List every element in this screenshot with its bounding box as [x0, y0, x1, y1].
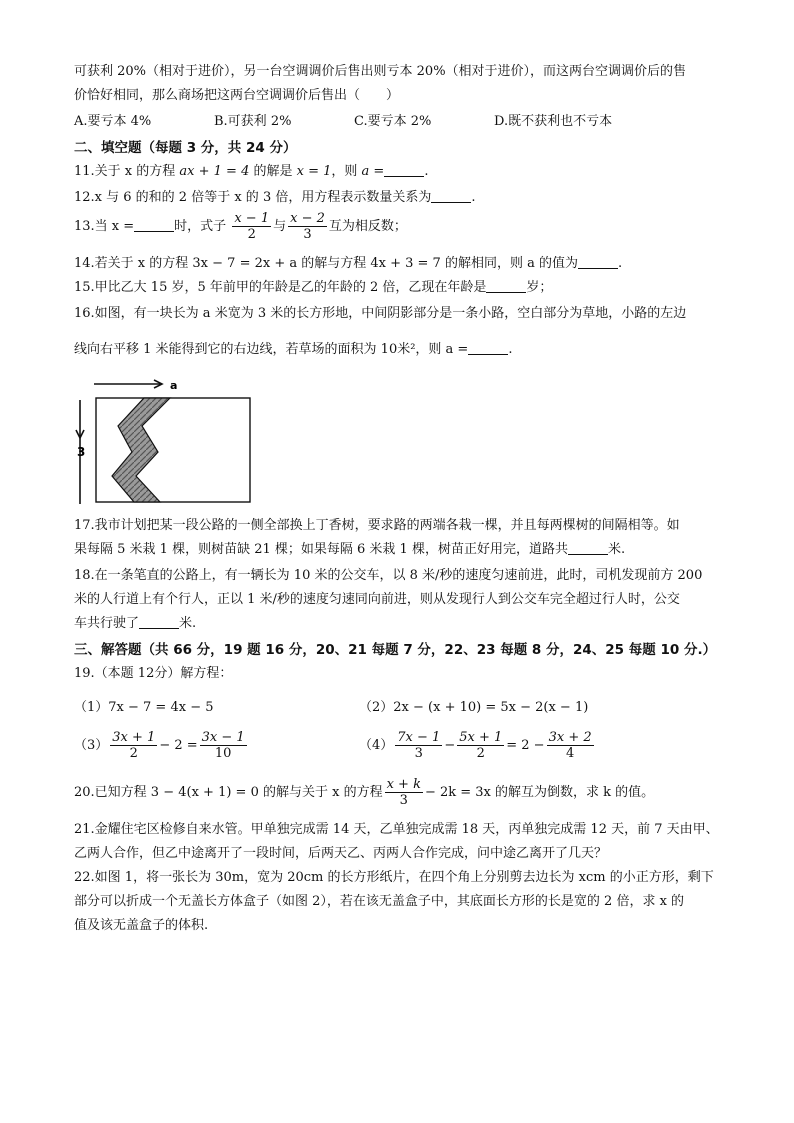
- q19-part4: （4） $\frac{7x - 1}{3}$ − $\frac{5x + 1}{2}$ = 2 − $\frac{3x + 2}{4}$: [359, 730, 592, 761]
- q18-line2: 米的人行道上有个行人，正以 1 米/秒的速度匀速同向前进，则从发现行人到公交车完全超过行人时，公交: [74, 592, 680, 607]
- q18-line1: 18.在一条笔直的公路上，有一辆长为 10 米的公交车，以 8 米/秒的速度匀速前进，此时，司机发现前方 200: [74, 568, 703, 583]
- q16-figure: [74, 378, 254, 508]
- q22-line1: 22.如图 1，将一张长为 30m，宽为 20cm 的长方形纸片，在四个角上分别剪去边长为 xcm 的小正方形，剩下: [74, 870, 714, 885]
- q21-line1: 21.金耀住宅区检修自来水管。甲单独完成需 14 天，乙单独完成需 18 天，丙单独完成需 12 天，前 7 天由甲、: [74, 822, 719, 837]
- q22-line3: 值及该无盖盒子的体积.: [74, 918, 209, 933]
- q10-line2: 价恰好相同，那么商场把这两台空调调价后售出（ ）: [74, 88, 400, 103]
- field-rectangle: [96, 398, 250, 502]
- section2-title: 二、填空题（每题 3 分，共 24 分）: [74, 140, 297, 156]
- q14: 14.若关于 x 的方程 3x − 7 = 2x + a 的解与方程 4x + 3 = 7 的解相同，则 a 的值为 .: [74, 256, 623, 271]
- q19-title: 19.（本题 12分）解方程：: [74, 666, 233, 681]
- q10-line1: 可获利 20%（相对于进价），另一台空调调价后售出则亏本 20%（相对于进价），而这两台空调调价后的售: [74, 64, 687, 79]
- q11-answer-blank[interactable]: [384, 162, 424, 177]
- q19-row1: [74, 698, 734, 720]
- q18-line3: 车共行驶了 米.: [74, 616, 197, 631]
- q14-answer-blank[interactable]: [578, 254, 618, 269]
- q10-option-c: C.要亏本 2%: [354, 114, 432, 129]
- road-shaded-path: [112, 398, 170, 502]
- q15: 15.甲比乙大 15 岁，5 年前甲的年龄是乙的年龄的 2 倍，乙现在年龄是 岁；: [74, 280, 553, 295]
- q10-option-d: D.既不获利也不亏本: [494, 114, 613, 129]
- q19-part3: （3） $\frac{3x + 1}{2}$ − 2 = $\frac{3x - 1}{10}$: [74, 730, 245, 761]
- q19-part2: （2）2x − (x + 10) = 5x − 2(x − 1): [359, 700, 589, 715]
- q20: 20.已知方程 3 − 4(x + 1) = 0 的解与关于 x 的方程 $\frac{x + k}{3}$ − 2k = 3x 的解互为倒数，求 k 的值。: [74, 777, 655, 808]
- q13-fraction-1: $\frac{x - 1}{2}$: [234, 211, 270, 242]
- q12: 12.x 与 6 的和的 2 倍等于 x 的 3 倍，用方程表示数量关系为 .: [74, 190, 476, 205]
- q12-answer-blank[interactable]: [431, 188, 471, 203]
- q21-line2: 乙两人合作，但乙中途离开了一段时间，后两天乙、丙两人合作完成，问中途乙离开了几天？: [74, 846, 608, 861]
- q17-line2: 果每隔 5 米栽 1 棵，则树苗缺 21 棵；如果每隔 6 米栽 1 棵，树苗正好用完，道路共 米.: [74, 542, 626, 557]
- label-3: 3: [77, 445, 86, 459]
- q10-options: [74, 112, 734, 132]
- label-a: a: [170, 379, 178, 392]
- q13-answer-blank[interactable]: [134, 217, 174, 232]
- q10-option-b: B.可获利 2%: [214, 114, 292, 129]
- q22-line2: 部分可以折成一个无盖长方体盒子（如图 2），若在该无盖盒子中，其底面长方形的长是宽的 2 倍，求 x 的: [74, 894, 685, 909]
- q11: 11.关于 x 的方程 ax + 1 = 4 的解是 x = 1，则 a = .: [74, 164, 429, 179]
- q13: 13.当 x = 时，式子 $\frac{x - 1}{2}$ 与 $\frac{x - 2}{3}$ 互为相反数；: [74, 211, 407, 242]
- q16-line1: 16.如图，有一块长为 a 米宽为 3 米的长方形地，中间阴影部分是一条小路，空白部分为草地，小路的左边: [74, 306, 687, 321]
- q10-option-a: A.要亏本 4%: [74, 114, 152, 129]
- q17-line1: 17.我市计划把某一段公路的一侧全部换上丁香树，要求路的两端各栽一棵，并且每两棵树的间隔相等。如: [74, 518, 680, 533]
- q16-answer-blank[interactable]: [468, 340, 508, 355]
- q20-fraction: $\frac{x + k}{3}$: [386, 777, 421, 808]
- q19-row2: [74, 728, 734, 768]
- section3-title: 三、解答题（共 66 分，19 题 16 分，20、21 每题 7 分，22、23 每题 8 分，24、25 每题 10 分.）: [74, 642, 717, 658]
- q15-answer-blank[interactable]: [486, 278, 526, 293]
- q19-part1: （1）7x − 7 = 4x − 5: [74, 700, 214, 715]
- q16-line2: 线向右平移 1 米能得到它的右边线，若草场的面积为 10米²，则 a = .: [74, 342, 513, 357]
- q13-fraction-2: $\frac{x - 2}{3}$: [290, 211, 325, 242]
- q17-answer-blank[interactable]: [568, 540, 608, 555]
- q18-answer-blank[interactable]: [139, 614, 179, 629]
